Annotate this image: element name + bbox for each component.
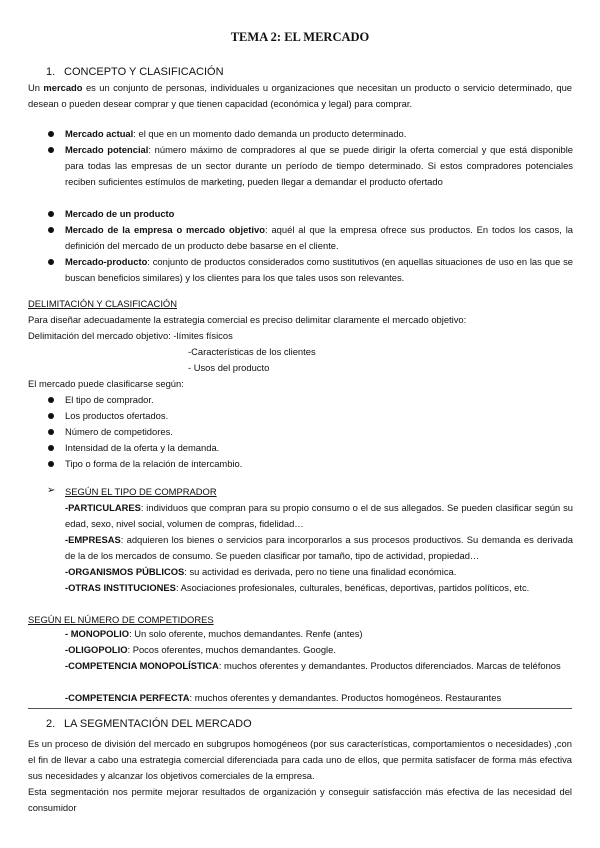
list-item-term: Mercado potencial [65,144,149,155]
competitor-item [65,690,573,706]
buyer-item-text: : Asociaciones profesionales, culturales, benéficas, deportivas, partidos políticos, etc. [175,582,530,593]
section-1-heading [46,66,224,78]
competitor-item-term: -COMPETENCIA PERFECTA [65,692,190,703]
intro-text-a: Un [28,82,44,93]
segmentation-p2: Esta segmentación nos permite mejorar resultados de organización y conseguir satisfacción más efectiva de las necesidad del consumidor [28,786,572,813]
competitor-item-text: : Pocos oferentes, muchos demandantes. Google. [127,644,336,655]
list-item-term: Mercado de la empresa o mercado objetivo [65,224,265,235]
buyer-heading: SEGÚN EL TIPO DE COMPRADOR [65,486,217,497]
list-item [65,142,573,190]
criteria-item: Tipo o forma de la relación de intercambio. [65,458,243,469]
buyer-item-term: -ORGANISMOS PÚBLICOS [65,566,185,577]
buyer-item-term: -PARTICULARES [65,502,141,513]
section-divider [28,708,572,709]
section-2-number: 2. [46,718,56,730]
delimitation-p2: Delimitación del mercado objetivo: -límites físicos [28,330,233,341]
criteria-item: Intensidad de la oferta y la demanda. [65,442,220,453]
intro-term: mercado [43,82,83,93]
buyer-item-term: -EMPRESAS [65,534,121,545]
criteria-item: Los productos ofertados. [65,410,169,421]
competitor-item-text: : Un solo oferente, muchos demandantes. Renfe (antes) [129,628,363,639]
list-item-text: : número máximo de compradores al que se puede dirigir la oferta comercial y que está disponible para todas las empresas de un sector durante un período de tiempo determinado. Si estos compradores potenciales reciben suficientes estímulos de marketing, pueden llegar a demandar el producto ofertado [65,144,573,187]
competitor-item [65,626,573,642]
bullet-icon [48,397,54,403]
list-item-text: : conjunto de productos considerados como sustitutivos (en aquellas situaciones de uso en las que se buscan beneficios similares) y los clientes para los que tales usos son relevantes. [65,256,573,283]
buyer-item-text: : su actividad es derivada, pero no tiene una finalidad económica. [184,566,457,577]
competitor-item-text: : muchos oferentes y demandantes. Productos homogéneos. Restaurantes [189,692,502,703]
list-item-text: : el que en un momento dado demanda un producto determinado. [133,128,407,139]
section-2-heading [46,718,252,730]
competitor-item-term: -COMPETENCIA MONOPOLÍSTICA [65,660,219,671]
bullet-icon [48,259,54,265]
list-item-term: Mercado-producto [65,256,148,267]
competitor-item-text: : muchos oferentes y demandantes. Productos diferenciados. Marcas de teléfonos [218,660,561,671]
list-item-term: Mercado de un producto [65,208,175,219]
section-1-number: 1. [46,66,56,78]
segmentation-p1: Es un proceso de división del mercado en subgrupos homogéneos (por sus características, comportamientos o necesidades) ,con el fin de llevar a cabo una estrategia comercial diferenciada para cada uno de ellos, que permita satisfacer de forma más efectiva sus necesidades y alcanzar los objetivos comerciales de la empresa. [28,738,572,781]
bullet-icon [48,147,54,153]
section-2-title: LA SEGMENTACIÓN DEL MERCADO [64,718,252,730]
arrow-bullet-icon: ➢ [47,485,56,496]
intro-paragraph [28,80,572,112]
buyer-item [65,500,573,532]
delimitation-heading: DELIMITACIÓN Y CLASIFICACIÓN [28,298,177,309]
buyer-item [65,580,573,596]
document-title: TEMA 2: EL MERCADO [230,30,370,44]
competitors-heading: SEGÚN EL NÚMERO DE COMPETIDORES [28,614,214,625]
competitor-item [65,658,573,674]
bullet-icon [48,131,54,137]
buyer-item-text: : adquieren los bienes o servicios para incorporarlos a sus procesos productivos. Su demanda es derivada de la de los mercados de consumo. Se pueden clasificar por tamaño, tipo de actividad, propiedad… [65,534,573,561]
delimitation-p3: -Características de los clientes [188,346,316,357]
competitor-item-term: - MONOPOLIO [65,628,130,639]
buyer-item [65,564,573,580]
list-item [65,206,573,222]
bullet-icon [48,413,54,419]
list-item [65,222,573,254]
competitor-item [65,642,573,658]
bullet-icon [48,429,54,435]
intro-text-b: es un conjunto de personas, individuales u organizaciones que necesitan un producto o servicio determinado, que desean o pueden desear comprar y que tienen capacidad (económica y legal) para comprar. [28,82,573,109]
section-1-title: CONCEPTO Y CLASIFICACIÓN [64,66,224,78]
list-item [65,254,573,286]
delimitation-p4: - Usos del producto [188,362,270,373]
bullet-icon [48,211,54,217]
delimitation-p1: Para diseñar adecuadamente la estrategia comercial es preciso delimitar claramente el mercado objetivo: [28,314,467,325]
buyer-item-text: : individuos que compran para su propio consumo o el de sus allegados. Se pueden clasificar según su edad, sexo, nivel social, volumen de compras, fidelidad… [65,502,573,529]
list-item-term: Mercado actual [65,128,134,139]
delimitation-p5: El mercado puede clasificarse según: [28,378,184,389]
bullet-icon [48,227,54,233]
list-item-text: : aquél al que la empresa ofrece sus productos. En todos los casos, la definición del mercado de un producto debe basarse en el cliente. [65,224,573,251]
buyer-item [65,532,573,564]
competitor-item-term: -OLIGOPOLIO [65,644,128,655]
list-item [65,126,573,142]
bullet-icon [48,461,54,467]
criteria-item: Número de competidores. [65,426,173,437]
criteria-item: El tipo de comprador. [65,394,154,405]
bullet-icon [48,445,54,451]
buyer-item-term: -OTRAS INSTITUCIONES [65,582,176,593]
